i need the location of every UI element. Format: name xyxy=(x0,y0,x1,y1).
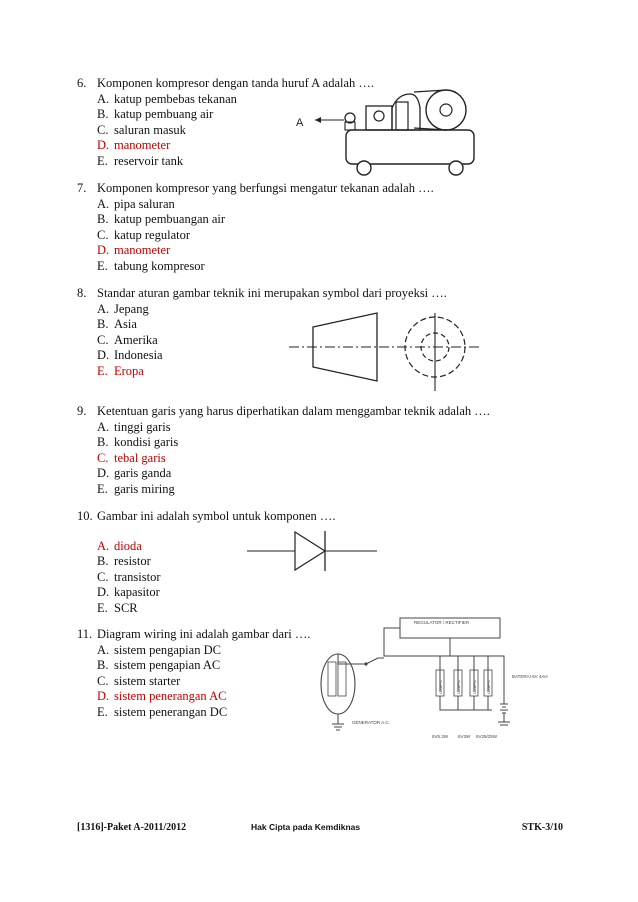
question-text: Standar aturan gambar teknik ini merupakan symbol dari proyeksi …. xyxy=(97,286,447,300)
option-letter: E. xyxy=(97,363,108,378)
option-letter: B. xyxy=(97,107,109,122)
lamp-1-label: LAMPU xyxy=(438,680,443,694)
option-text: reservoir tank xyxy=(114,153,184,168)
option-d[interactable] xyxy=(97,466,490,482)
battery-label: BATERAI 6V 4AH xyxy=(512,674,548,679)
option-letter: C. xyxy=(97,569,109,584)
option-letter: D. xyxy=(97,466,110,481)
option-text: katup regulator xyxy=(114,227,191,242)
option-text: kondisi garis xyxy=(114,435,179,450)
option-letter: B. xyxy=(97,554,109,569)
option-text: Jepang xyxy=(114,301,149,316)
option-text: Amerika xyxy=(114,332,158,347)
generator-label: GENERATOR A.C. xyxy=(352,720,390,725)
footer-left: [1316]-Paket A-2011/2012 xyxy=(77,822,187,833)
generator-winding-1 xyxy=(328,662,336,696)
option-text: sistem pengapian DC xyxy=(114,642,221,657)
compressor-tank xyxy=(346,130,474,164)
question-number: 11. xyxy=(77,627,93,641)
option-letter: D. xyxy=(97,138,110,153)
footer-center: Hak Cipta pada Kemdiknas xyxy=(251,822,361,832)
option-letter: E. xyxy=(97,258,108,273)
question-number: 7. xyxy=(77,181,87,195)
option-text: pipa saluran xyxy=(114,196,175,211)
option-letter: A. xyxy=(97,538,110,553)
lamp-3-label: LAMPU xyxy=(472,680,477,694)
option-d[interactable] xyxy=(97,243,434,259)
ground-icon xyxy=(332,724,344,730)
option-letter: B. xyxy=(97,435,109,450)
option-text: sistem penerangan AC xyxy=(114,689,227,704)
option-e[interactable] xyxy=(97,482,490,498)
compressor-wheel-left xyxy=(357,161,371,175)
option-text: garis ganda xyxy=(114,466,172,481)
question-text: Komponen kompresor yang berfungsi mengatur tekanan adalah …. xyxy=(97,181,434,195)
question-number: 6. xyxy=(77,76,87,90)
option-text: manometer xyxy=(114,243,171,258)
option-letter: C. xyxy=(97,673,109,688)
option-text: manometer xyxy=(114,138,171,153)
page-footer xyxy=(77,822,563,836)
option-e[interactable] xyxy=(97,259,434,275)
option-letter: B. xyxy=(97,317,109,332)
regulator-label: REGULATOR / RECTIFIER xyxy=(414,620,470,625)
option-text: sistem penerangan DC xyxy=(114,704,228,719)
pointer-arrow-icon xyxy=(315,117,321,123)
option-text: katup pembuang air xyxy=(114,107,214,122)
option-letter: A. xyxy=(97,91,110,106)
option-text: SCR xyxy=(114,600,138,615)
rating-3: 6V25/25W xyxy=(476,734,498,739)
generator-wire xyxy=(338,654,366,664)
option-text: transistor xyxy=(114,569,161,584)
compressor-wheel-right xyxy=(449,161,463,175)
option-text: sistem pengapian AC xyxy=(114,658,221,673)
option-text: tabung kompresor xyxy=(114,258,205,273)
question-number: 9. xyxy=(77,404,87,418)
option-text: kapasitor xyxy=(114,585,160,600)
option-letter: C. xyxy=(97,122,109,137)
option-letter: D. xyxy=(97,348,110,363)
option-letter: E. xyxy=(97,153,108,168)
lamp-wires xyxy=(440,656,488,692)
option-b[interactable] xyxy=(97,658,310,674)
option-text: sistem starter xyxy=(114,673,181,688)
compressor-cylinder xyxy=(366,106,392,130)
option-text: Indonesia xyxy=(114,348,163,363)
lamp-2-label: LAMPU xyxy=(456,680,461,694)
option-letter: A. xyxy=(97,642,110,657)
option-text: Asia xyxy=(114,317,137,332)
option-e[interactable] xyxy=(97,705,310,721)
question-text: Ketentuan garis yang harus diperhatikan dalam menggambar teknik adalah …. xyxy=(97,404,490,418)
footer-right: STK-3/10 xyxy=(521,822,563,833)
option-a[interactable] xyxy=(97,420,490,436)
question-text: Diagram wiring ini adalah gambar dari …. xyxy=(97,627,311,641)
option-letter: A. xyxy=(97,301,110,316)
option-text: tinggi garis xyxy=(114,419,171,434)
option-text: saluran masuk xyxy=(114,122,186,137)
label-a: A xyxy=(296,117,304,129)
projection-symbol-figure xyxy=(285,305,485,395)
option-e[interactable] xyxy=(97,601,336,617)
compressor-valve-circle xyxy=(374,111,384,121)
option-text: resistor xyxy=(114,554,151,569)
lamp-4-label: LAMPU xyxy=(486,680,491,694)
option-letter: B. xyxy=(97,212,109,227)
diode-symbol-figure xyxy=(245,528,380,574)
question-number: 10. xyxy=(77,509,93,523)
switch-wire xyxy=(366,658,384,664)
option-letter: E. xyxy=(97,600,108,615)
battery-icon xyxy=(500,704,508,713)
wiring-diagram-figure xyxy=(318,612,548,747)
compressor-head xyxy=(396,102,408,130)
option-b[interactable] xyxy=(97,435,490,451)
compressor-figure xyxy=(290,80,480,180)
option-text: Eropa xyxy=(114,363,144,378)
option-letter: A. xyxy=(97,196,110,211)
option-a[interactable] xyxy=(97,197,434,213)
option-letter: E. xyxy=(97,481,108,496)
option-a[interactable] xyxy=(97,643,310,659)
option-letter: D. xyxy=(97,689,110,704)
option-c[interactable] xyxy=(97,674,310,690)
compressor-belt xyxy=(414,90,446,130)
option-b[interactable] xyxy=(97,212,434,228)
regulator-input-wire xyxy=(384,628,400,638)
option-c[interactable] xyxy=(97,451,490,467)
question-7 xyxy=(77,181,434,275)
option-text: garis miring xyxy=(114,481,175,496)
option-letter: C. xyxy=(97,450,109,465)
compressor-flywheel xyxy=(426,90,466,130)
option-text: tebal garis xyxy=(114,450,166,465)
question-9 xyxy=(77,404,490,498)
option-letter: B. xyxy=(97,658,109,673)
option-text: katup pembuangan air xyxy=(114,212,226,227)
option-text: katup pembebas tekanan xyxy=(114,91,237,106)
question-11 xyxy=(77,627,310,721)
option-letter: E. xyxy=(97,704,108,719)
question-text: Gambar ini adalah symbol untuk komponen …. xyxy=(97,509,336,523)
option-d[interactable] xyxy=(97,689,310,705)
lamp-ground-wires xyxy=(440,696,492,710)
diode-triangle xyxy=(295,532,325,570)
generator-winding-2 xyxy=(338,662,346,696)
question-number: 8. xyxy=(77,286,87,300)
rating-2: 6V3W xyxy=(458,734,471,739)
option-letter: D. xyxy=(97,243,110,258)
option-text: dioda xyxy=(114,538,142,553)
option-letter: C. xyxy=(97,227,109,242)
option-d[interactable] xyxy=(97,585,336,601)
battery-ground-icon xyxy=(498,713,510,725)
option-letter: C. xyxy=(97,332,109,347)
rating-1: 6V5.3W xyxy=(432,734,449,739)
question-text: Komponen kompresor dengan tanda huruf A adalah …. xyxy=(97,76,375,90)
compressor-flywheel-hub xyxy=(440,104,452,116)
option-letter: A. xyxy=(97,419,110,434)
option-c[interactable] xyxy=(97,228,434,244)
option-letter: D. xyxy=(97,585,110,600)
